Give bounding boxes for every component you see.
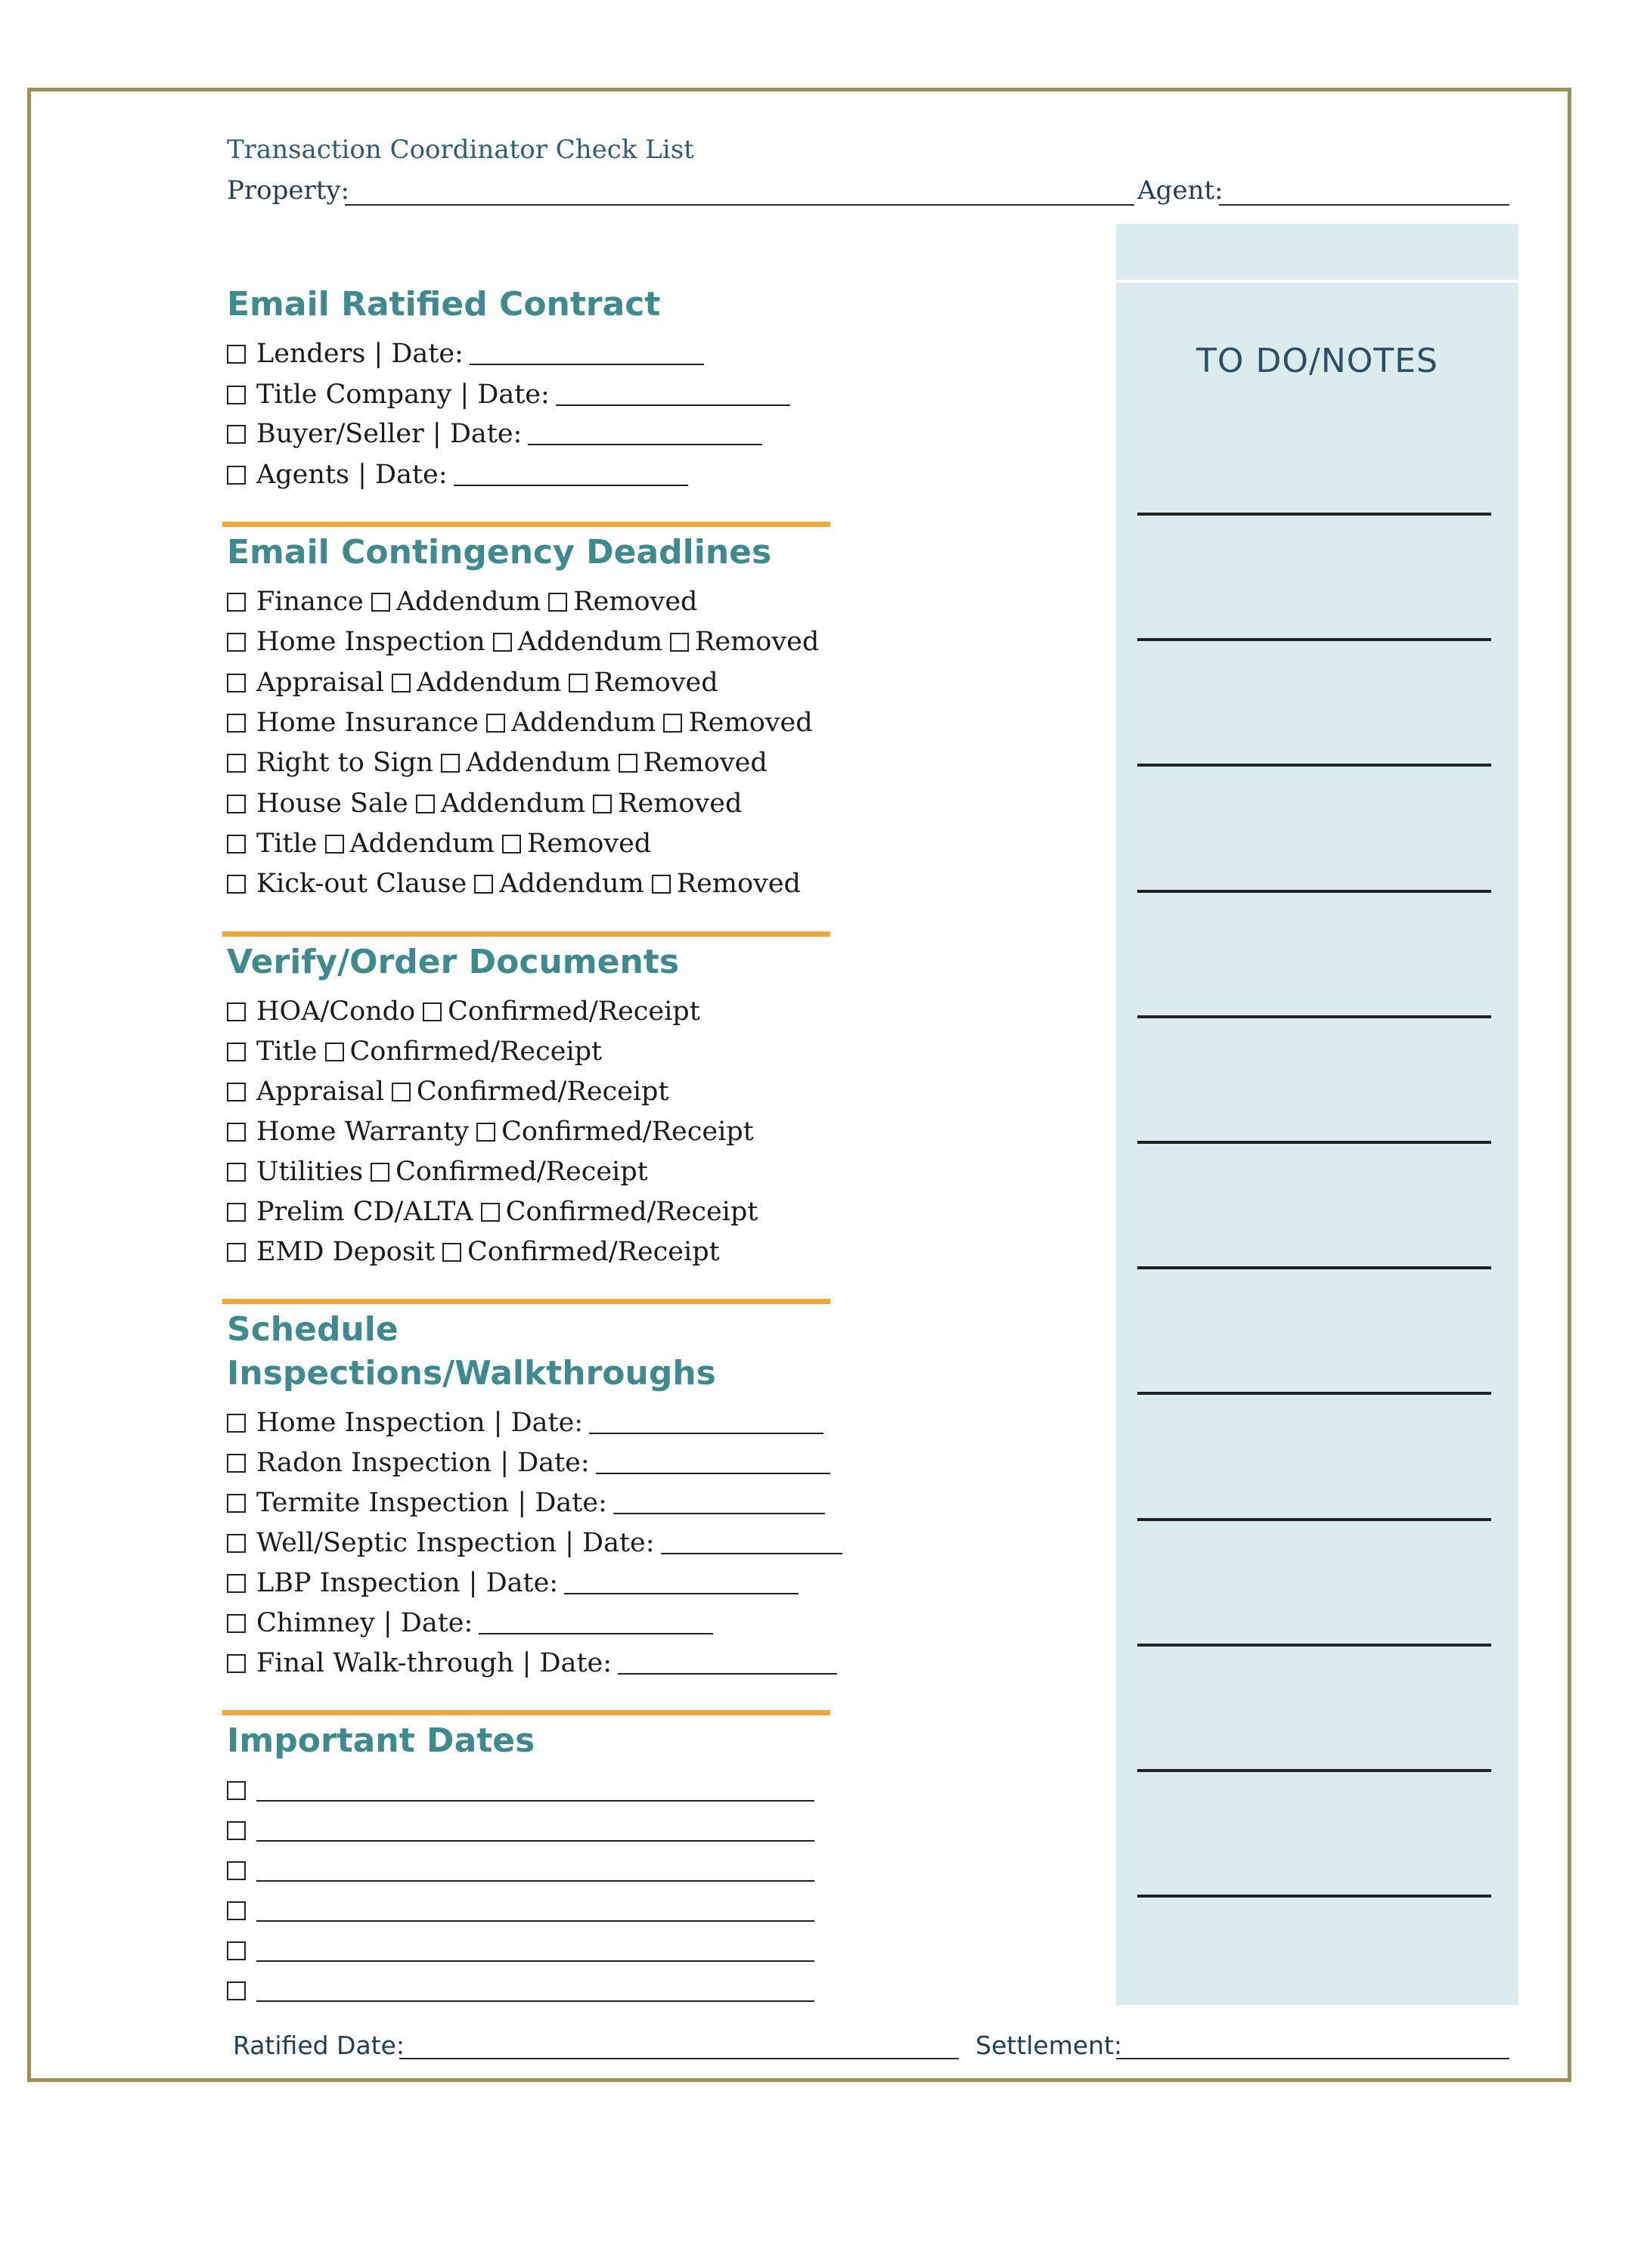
checkbox[interactable] xyxy=(227,835,246,854)
checklist-item xyxy=(227,1974,814,2007)
checklist-item xyxy=(227,1814,814,1847)
checkbox[interactable] xyxy=(392,1083,411,1101)
checklist-item xyxy=(227,1035,602,1068)
checkbox[interactable] xyxy=(227,1002,246,1021)
note-line[interactable] xyxy=(1137,1266,1491,1269)
checkbox[interactable] xyxy=(227,425,246,444)
note-line[interactable] xyxy=(1137,638,1491,641)
checklist-label: HOA/Condo xyxy=(256,996,416,1027)
checkbox[interactable] xyxy=(227,1941,246,1960)
section-heading-dates: Important Dates xyxy=(227,1721,535,1760)
checklist-item xyxy=(227,995,700,1028)
checklist-label: House Sale xyxy=(256,789,408,819)
note-line[interactable] xyxy=(1137,1015,1491,1018)
checklist-item xyxy=(227,787,742,820)
agent-field[interactable] xyxy=(1219,184,1509,206)
checklist-label: Home Inspection xyxy=(256,627,485,657)
checkbox[interactable] xyxy=(227,1494,246,1513)
removed-label: Removed xyxy=(643,748,768,778)
addendum-label: Addendum xyxy=(499,869,644,899)
checklist-item xyxy=(227,1854,814,1887)
checkbox[interactable] xyxy=(227,593,246,612)
notes-panel-divider xyxy=(1116,280,1518,283)
checkbox[interactable] xyxy=(423,1002,442,1021)
addendum-label: Addendum xyxy=(416,668,562,698)
note-line[interactable] xyxy=(1137,1644,1491,1647)
checklist-item xyxy=(227,585,697,618)
note-line[interactable] xyxy=(1137,1141,1491,1144)
date-field[interactable] xyxy=(589,1410,823,1434)
checklist-label: Kick-out Clause xyxy=(256,869,467,899)
note-line[interactable] xyxy=(1137,1769,1491,1772)
section-heading-inspections-line2: Inspections/Walkthroughs xyxy=(227,1354,716,1393)
checkbox[interactable] xyxy=(227,714,246,733)
addendum-label: Addendum xyxy=(349,829,495,859)
checkbox[interactable] xyxy=(481,1203,500,1222)
checklist-item xyxy=(227,1075,669,1108)
date-field[interactable] xyxy=(256,1898,814,1922)
confirmed-receipt-label: Confirmed/Receipt xyxy=(416,1077,669,1107)
section-heading-ratified: Email Ratified Contract xyxy=(227,285,661,324)
checkbox[interactable] xyxy=(227,1574,246,1593)
date-field[interactable] xyxy=(661,1530,842,1554)
checkbox[interactable] xyxy=(227,1243,246,1262)
ratified-date-field[interactable] xyxy=(399,2038,959,2059)
settlement-field[interactable] xyxy=(1116,2038,1509,2059)
checklist-item xyxy=(227,1155,648,1188)
note-line[interactable] xyxy=(1137,1895,1491,1898)
checkbox[interactable] xyxy=(227,1414,246,1433)
settlement-label: Settlement: xyxy=(975,2031,1123,2060)
checklist-item xyxy=(227,625,819,658)
checklist-item xyxy=(227,1526,842,1560)
checklist-item xyxy=(227,417,762,451)
addendum-label: Addendum xyxy=(510,708,656,738)
checkbox[interactable] xyxy=(227,795,246,813)
removed-label: Removed xyxy=(618,789,743,819)
checklist-label: Prelim CD/ALTA xyxy=(256,1197,473,1227)
checklist-label: EMD Deposit xyxy=(256,1237,436,1267)
checklist-label: Appraisal xyxy=(256,668,384,698)
checklist-item xyxy=(227,1406,823,1439)
date-field[interactable] xyxy=(256,1978,814,2002)
checkbox[interactable] xyxy=(474,875,493,894)
note-line[interactable] xyxy=(1137,513,1491,516)
checkbox[interactable] xyxy=(227,1203,246,1222)
checklist-label: Home Warranty xyxy=(256,1117,470,1147)
section-heading-inspections-line1: Schedule xyxy=(227,1310,399,1349)
agent-label: Agent: xyxy=(1137,175,1224,206)
checklist-label: Finance xyxy=(256,587,364,617)
checklist-item xyxy=(227,1774,814,1807)
removed-label: Removed xyxy=(527,829,652,859)
checkbox[interactable] xyxy=(493,633,512,652)
checkbox[interactable] xyxy=(227,1454,246,1473)
removed-label: Removed xyxy=(695,627,820,657)
date-field[interactable] xyxy=(613,1490,825,1514)
checkbox[interactable] xyxy=(227,633,246,652)
checkbox[interactable] xyxy=(227,386,246,404)
checklist-item xyxy=(227,1195,758,1228)
checkbox[interactable] xyxy=(227,1163,246,1182)
checkbox[interactable] xyxy=(325,1043,344,1061)
checklist-item xyxy=(227,378,790,411)
date-field[interactable] xyxy=(564,1570,799,1594)
section-divider xyxy=(222,522,830,527)
checkbox[interactable] xyxy=(548,593,567,612)
checklist-item xyxy=(227,1446,830,1479)
checklist-item xyxy=(227,1934,814,1967)
checkbox[interactable] xyxy=(441,754,460,773)
property-label: Property: xyxy=(227,175,350,206)
checkbox[interactable] xyxy=(227,1083,246,1101)
checklist-label: Radon Inspection | Date: xyxy=(256,1448,590,1478)
ratified-date-label: Ratified Date: xyxy=(233,2031,405,2060)
checkbox[interactable] xyxy=(227,466,246,485)
section-heading-documents: Verify/Order Documents xyxy=(227,943,680,981)
checkbox[interactable] xyxy=(227,1861,246,1880)
section-divider xyxy=(222,931,830,937)
checklist-label: Final Walk-through | Date: xyxy=(256,1648,613,1678)
note-line[interactable] xyxy=(1137,1392,1491,1395)
addendum-label: Addendum xyxy=(440,789,586,819)
checkbox[interactable] xyxy=(227,1614,246,1633)
document-title: Transaction Coordinator Check List xyxy=(227,135,694,165)
checklist-item xyxy=(227,458,688,491)
checklist-item xyxy=(227,1647,837,1680)
checkbox[interactable] xyxy=(227,1043,246,1061)
checklist-item xyxy=(227,1566,799,1600)
checkbox[interactable] xyxy=(227,1534,246,1553)
addendum-label: Addendum xyxy=(466,748,611,778)
checkbox[interactable] xyxy=(392,674,411,692)
notes-heading: TO DO/NOTES xyxy=(1196,342,1438,380)
removed-label: Removed xyxy=(594,668,718,698)
checkbox[interactable] xyxy=(325,835,344,854)
checkbox[interactable] xyxy=(670,633,689,652)
checklist-item xyxy=(227,337,704,370)
checkbox[interactable] xyxy=(227,1654,246,1673)
checklist-item xyxy=(227,666,718,699)
property-field[interactable] xyxy=(345,184,1134,206)
date-field[interactable] xyxy=(479,1610,713,1634)
checkbox[interactable] xyxy=(227,754,246,773)
checkbox[interactable] xyxy=(652,875,671,894)
checklist-label: Right to Sign xyxy=(256,748,434,778)
checklist-label: Well/Septic Inspection | Date: xyxy=(256,1528,655,1558)
checklist-label: Buyer/Seller | Date: xyxy=(256,419,523,449)
confirmed-receipt-label: Confirmed/Receipt xyxy=(448,996,700,1027)
removed-label: Removed xyxy=(676,869,801,899)
checklist-item xyxy=(227,1894,814,1927)
checkbox[interactable] xyxy=(227,674,246,692)
addendum-label: Addendum xyxy=(517,627,663,657)
checklist-item xyxy=(227,827,651,860)
confirmed-receipt-label: Confirmed/Receipt xyxy=(395,1157,648,1187)
checklist-item xyxy=(227,1606,713,1640)
note-line[interactable] xyxy=(1137,890,1491,893)
checkbox[interactable] xyxy=(416,795,435,813)
checkbox[interactable] xyxy=(486,714,505,733)
checkbox[interactable] xyxy=(502,835,521,854)
checklist-label: Title xyxy=(256,829,318,859)
checklist-label: Termite Inspection | Date: xyxy=(256,1488,607,1518)
checkbox[interactable] xyxy=(476,1123,495,1142)
checklist-label: Chimney | Date: xyxy=(256,1608,473,1638)
checklist-label: Title xyxy=(256,1036,318,1067)
checklist-label: Appraisal xyxy=(256,1077,384,1107)
date-field[interactable] xyxy=(256,1938,814,1962)
checklist-label: LBP Inspection | Date: xyxy=(256,1568,559,1598)
checkbox[interactable] xyxy=(371,1163,389,1182)
removed-label: Removed xyxy=(688,708,813,738)
checklist-item xyxy=(227,1235,720,1269)
checkbox[interactable] xyxy=(227,1981,246,2000)
date-field[interactable] xyxy=(618,1650,837,1675)
checklist-label: Home Inspection | Date: xyxy=(256,1408,584,1438)
checkbox[interactable] xyxy=(442,1243,461,1262)
checkbox[interactable] xyxy=(619,754,637,773)
confirmed-receipt-label: Confirmed/Receipt xyxy=(501,1117,754,1147)
date-field[interactable] xyxy=(556,382,790,406)
date-field[interactable] xyxy=(596,1450,830,1474)
checkbox[interactable] xyxy=(227,1123,246,1142)
date-field[interactable] xyxy=(454,462,688,486)
section-heading-contingency: Email Contingency Deadlines xyxy=(227,533,772,572)
section-divider xyxy=(222,1299,830,1304)
checklist-label: Lenders | Date: xyxy=(256,339,464,369)
date-field[interactable] xyxy=(256,1777,814,1802)
checkbox[interactable] xyxy=(371,593,390,612)
section-divider xyxy=(222,1710,830,1715)
confirmed-receipt-label: Confirmed/Receipt xyxy=(505,1197,758,1227)
date-field[interactable] xyxy=(256,1817,814,1842)
checklist-label: Title Company | Date: xyxy=(256,380,550,410)
removed-label: Removed xyxy=(573,587,698,617)
checkbox[interactable] xyxy=(227,1781,246,1800)
confirmed-receipt-label: Confirmed/Receipt xyxy=(467,1237,720,1267)
checklist-item xyxy=(227,706,813,739)
checkbox[interactable] xyxy=(663,714,682,733)
checklist-label: Home Insurance xyxy=(256,708,479,738)
checkbox[interactable] xyxy=(227,875,246,894)
note-line[interactable] xyxy=(1137,1518,1491,1521)
checkbox[interactable] xyxy=(227,345,246,364)
addendum-label: Addendum xyxy=(395,587,541,617)
date-field[interactable] xyxy=(470,341,704,365)
checklist-item xyxy=(227,1486,825,1520)
date-field[interactable] xyxy=(256,1857,814,1882)
checkbox[interactable] xyxy=(593,795,612,813)
checklist-label: Utilities xyxy=(256,1157,364,1187)
confirmed-receipt-label: Confirmed/Receipt xyxy=(349,1036,603,1067)
checkbox[interactable] xyxy=(569,674,588,692)
checklist-item xyxy=(227,1115,754,1148)
checkbox[interactable] xyxy=(227,1901,246,1920)
date-field[interactable] xyxy=(528,421,762,445)
notes-panel xyxy=(1116,224,1518,2005)
checklist-label: Agents | Date: xyxy=(256,460,448,490)
checkbox[interactable] xyxy=(227,1821,246,1840)
checklist-item xyxy=(227,746,768,779)
note-line[interactable] xyxy=(1137,764,1491,767)
checklist-item xyxy=(227,867,801,900)
